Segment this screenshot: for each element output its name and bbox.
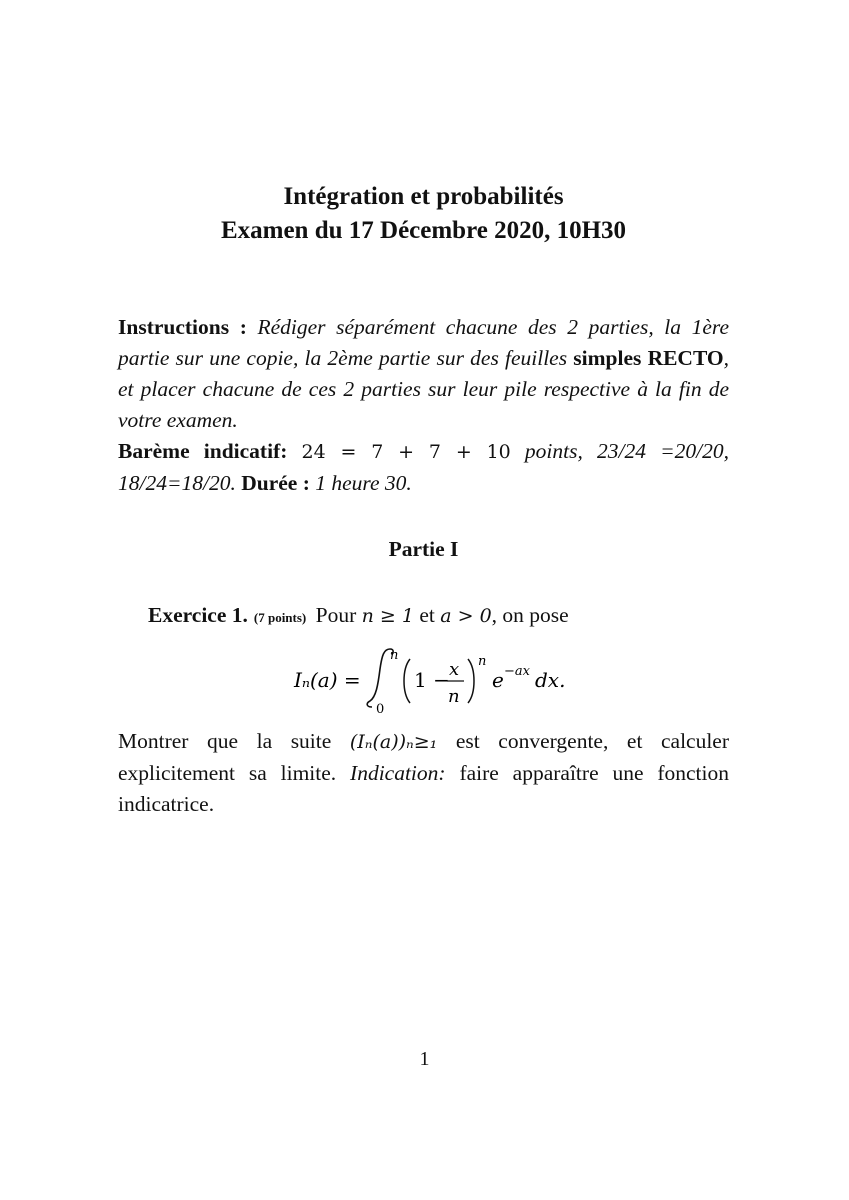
question-text-2: est convergente, et calculer explicitement sa limite. [118, 729, 730, 785]
instructions-text-a: Rédiger séparément chacune des 2 parties, la 1ère partie sur une copie, la 2ème partie sur des feuilles [118, 315, 730, 370]
condition-n: n ≥ 1 [361, 605, 414, 627]
bareme-text: points, 23/24 =20/20, 18/24=18/20. [118, 439, 729, 495]
exp-base: e [491, 668, 504, 692]
exercise-intro-2: et [419, 603, 435, 627]
integral-formula [118, 645, 729, 715]
instructions-label: Instructions : [118, 315, 247, 339]
exercise-question [118, 726, 729, 820]
page-number: 1 [419, 1048, 430, 1070]
bareme-label: Barème indicatif: [118, 439, 288, 463]
fraction-numerator: x [448, 659, 459, 680]
paren-power: n [477, 654, 486, 669]
question-text-1: Montrer que la suite [118, 729, 332, 753]
sequence-notation: (Iₙ(a))ₙ≥₁ [349, 731, 438, 753]
exercise-intro-3: , on pose [491, 603, 569, 627]
bareme-equation: 24 = 7 + 7 + 10 [301, 441, 511, 463]
instructions-bold: simples RECTO [573, 346, 724, 370]
exp-power: −ax [503, 664, 530, 679]
formula-svg [254, 645, 594, 715]
instructions-text-b: , et placer chacune de ces 2 parties sur leur pile respective à la fin de votre examen. [118, 346, 730, 432]
condition-a: a > 0 [440, 605, 492, 627]
exercise-label: Exercice 1. [148, 603, 248, 627]
formula-one-minus: 1 − [413, 668, 450, 692]
duree-label: Durée : [241, 471, 310, 495]
formula-lhs: Iₙ(a) = [293, 668, 361, 692]
left-paren [404, 659, 410, 703]
integral-lower-bound: 0 [375, 702, 384, 715]
indication-label: Indication: [350, 761, 446, 785]
right-paren [468, 659, 474, 703]
instructions-paragraph [118, 312, 729, 436]
fraction-denominator: n [447, 686, 460, 707]
exercise-points: (7 points) [253, 610, 307, 625]
indication-text: faire apparaître une fonction indicatrice. [118, 761, 730, 816]
exercise-intro-1: Pour [315, 603, 357, 627]
exercise-header [148, 600, 729, 633]
formula-tail: dx. [534, 668, 565, 692]
integral-upper-bound: n [389, 648, 398, 663]
partie-title: Partie I [388, 537, 459, 561]
bareme-paragraph [118, 436, 729, 499]
title-line-2: Examen du 17 Décembre 2020, 10H30 [220, 217, 627, 244]
duree-value: 1 heure 30. [315, 471, 412, 495]
exam-title [118, 180, 729, 248]
title-line-1: Intégration et probabilités [283, 183, 564, 210]
